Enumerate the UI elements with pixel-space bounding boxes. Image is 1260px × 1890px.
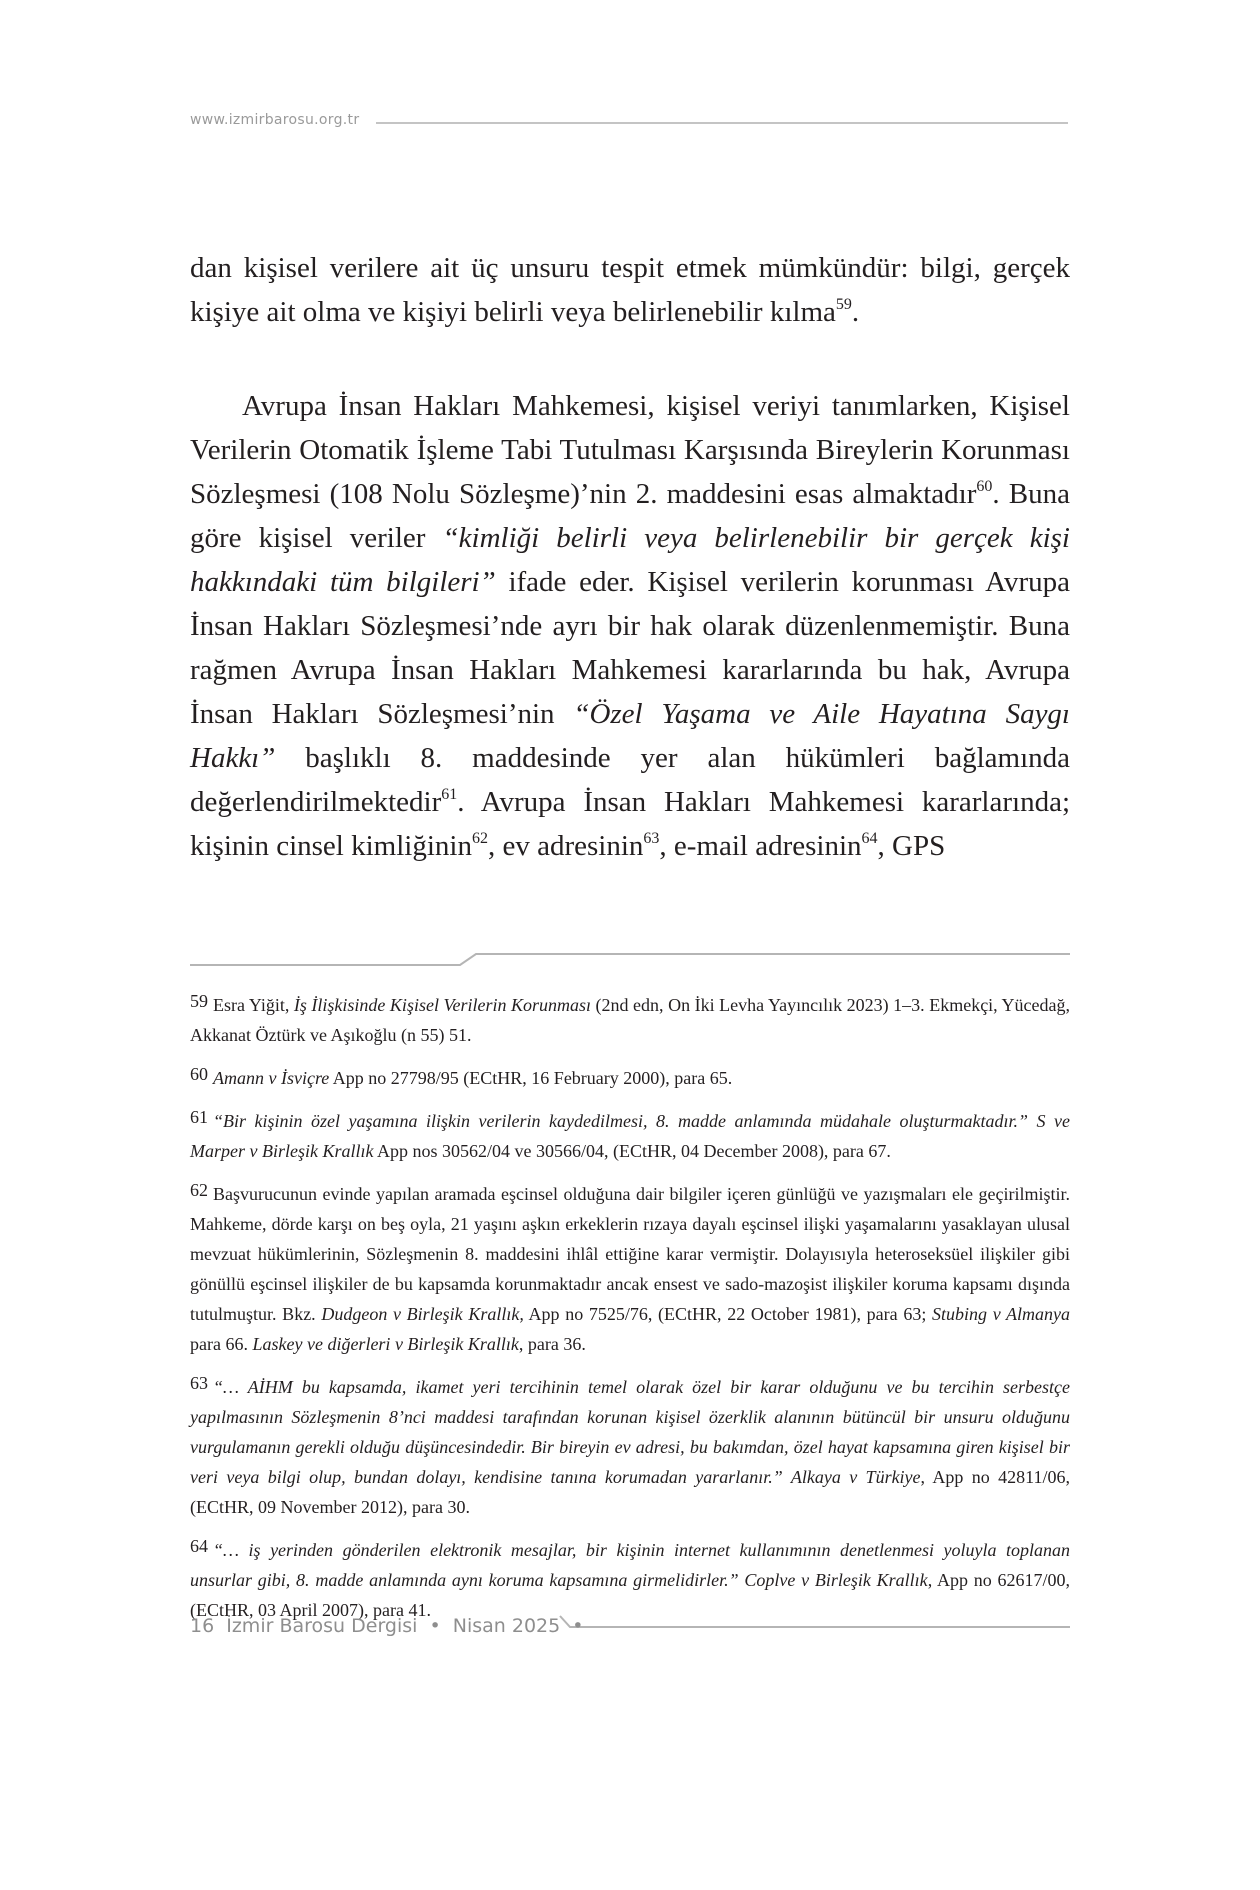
footnotes [190, 986, 1070, 1634]
footnote-59 [190, 986, 1070, 1050]
footnote-text: para 66. [190, 1334, 253, 1354]
footnote-italic: Laskey ve diğerleri v Birleşik Krallık [252, 1334, 519, 1354]
footnote-ref-62[interactable]: 62 [471, 830, 488, 847]
page-footer [190, 1615, 1070, 1645]
paragraph-2 [190, 384, 1070, 868]
page-number: 16 [190, 1615, 215, 1637]
footnote-italic: “Bir kişinin özel yaşamına ilişkin verilerin kaydedilmesi, 8. madde anlamında müdahale oluşturmaktadır.” S ve Marper v Birleşik Krallık [190, 1111, 1070, 1161]
issue-date: Nisan 2025 [452, 1615, 561, 1637]
footnote-italic: Amann v İsviçre [213, 1068, 330, 1088]
footnote-number: 60 [190, 1064, 208, 1084]
p2-text-8: , GPS [877, 830, 946, 862]
footnote-text: , para 36. [518, 1334, 586, 1354]
footnote-ref-61[interactable]: 61 [441, 786, 458, 803]
paragraph-1-text: dan kişisel verilere ait üç unsuru tespit etmek mümkündür: bilgi, gerçek kişiye ait olma ve kişiyi belirli veya belirlenebilir kılma [190, 252, 1070, 328]
footnote-italic: Dudgeon v Birleşik Krallık, [321, 1304, 524, 1324]
p2-text-5: . Avrupa İnsan Hakları Mahkemesi kararlarında; kişinin cinsel kimliğinin [190, 786, 1070, 862]
footnote-text: App no 7525/76, (ECtHR, 22 October 1981), para 63; [523, 1304, 933, 1324]
footnote-64 [190, 1531, 1070, 1625]
header-rule [376, 122, 1068, 124]
footnote-text: (2nd edn, On İki Levha Yayıncılık 2023) 1–3. Ekmekçi, Yücedağ, Akkanat Öztürk ve Aşıkoğlu (n 55) 51. [190, 995, 1071, 1045]
p2-text-2: . Buna göre kişisel veriler [190, 478, 1070, 554]
footer-bullet: • [572, 1615, 584, 1637]
footnote-number: 61 [190, 1107, 208, 1127]
footnote-divider [190, 950, 1070, 970]
footer-text [190, 1615, 590, 1637]
paragraph-1 [190, 246, 1070, 334]
journal-name: İzmir Barosu Dergisi [226, 1615, 418, 1637]
footnote-text: App no 27798/95 (ECtHR, 16 February 2000), para 65. [329, 1068, 733, 1088]
p2-text-4: başlıklı 8. maddesinde yer alan hükümleri bağlamında değerlendirilmektedir [190, 742, 1070, 818]
paragraph-1-end: . [851, 296, 860, 328]
footnote-ref-60[interactable]: 60 [976, 478, 993, 495]
footnote-text: , App no 42811/06, (ECtHR, 09 November 2012), para 30. [190, 1467, 1071, 1517]
footnote-number: 63 [190, 1373, 208, 1393]
footer-bullet: • [429, 1615, 441, 1637]
footnote-63 [190, 1368, 1070, 1522]
p2-quote-2: “Özel Yaşama ve Aile Hayatına Saygı Hakkı” [190, 698, 1070, 774]
p2-text-1: Avrupa İnsan Hakları Mahkemesi, kişisel veriyi tanımlarken, Kişisel Verilerin Otomatik İşleme Tabi Tutulması Karşısında Bireylerin Korunması Sözleşmesi (108 Nolu Sözleşme)’nin 2. maddesini esas almaktadır [190, 390, 1070, 510]
p2-text-3: ifade eder. Kişisel verilerin korunması Avrupa İnsan Hakları Sözleşmesi’nde ayrı bir hak olarak düzenlenmemiştir. Buna rağmen Avrupa İnsan Hakları Mahkemesi kararlarında bu hak, Avrupa İnsan Hakları Sözleşmesi’nin [190, 566, 1070, 730]
footnote-text: , App no 62617/00, (ECtHR, 03 April 2007), para 41. [190, 1570, 1070, 1620]
footnote-text: App nos 30562/04 ve 30566/04, (ECtHR, 04 December 2008), para 67. [373, 1141, 891, 1161]
footnote-ref-59[interactable]: 59 [835, 296, 852, 313]
footnote-text: Başvurucunun evinde yapılan aramada eşcinsel olduğuna dair bilgiler içeren günlüğü ve yazışmaları ele geçirilmiştir. Mahkeme, dörde karşı on beş oyla, 21 yaşını aşkın erkeklerin rızaya dayalı eşcinsel ilişki yaşamalarını yasaklayan ulusal mevzuat hükümlerinin, Sözleşmenin 8. maddesini ihlâl ettiğine karar vermiştir. Dolayısıyla heteroseksüel ilişkiler gibi gönüllü eşcinsel ilişkiler de bu kapsamda korunmaktadır ancak ensest ve sado-mazoşist ilişkiler koruma kapsamı dışında tutulmuştur. Bkz. [190, 1184, 1070, 1324]
footnote-italic: “… iş yerinden gönderilen elektronik mesajlar, bir kişinin internet kullanımının denetlenmesi yoluyla toplanan unsurlar gibi, 8. madde anlamında aynı koruma kapsamına girmelidirler.” Coplve v Birleşik Krallık [190, 1540, 1070, 1590]
p2-text-6: , ev adresinin [487, 830, 644, 862]
footnote-italic: “… AİHM bu kapsamda, ikamet yeri tercihinin temel olarak özel bir karar olduğunu ve bu tercihin serbestçe yapılmasının Sözleşmenin 8’nci maddesi tarafından korunan kişisel özerklik alanının bütüncül bir unsuru olduğunu vurgulamanın gerekli olduğu düşüncesindedir. Bir bireyin ev adresi, bu bakımdan, özel hayat kapsamına giren kişisel bir veri veya bilgi olup, bundan dolayı, kendisine tanına korumadan yararlanır.” Alkaya v Türkiye [190, 1377, 1070, 1487]
footnote-61 [190, 1102, 1070, 1166]
header-url[interactable]: www.izmirbarosu.org.tr [190, 112, 360, 128]
footnote-number: 62 [190, 1180, 208, 1200]
footnote-number: 64 [190, 1536, 208, 1556]
footnote-number: 59 [190, 991, 208, 1011]
p2-quote-1: “kimliği belirli veya belirlenebilir bir gerçek kişi hakkındaki tüm bilgileri” [190, 522, 1070, 598]
footnote-60 [190, 1059, 1070, 1093]
p2-text-7: , e-mail adresinin [659, 830, 862, 862]
footnote-ref-64[interactable]: 64 [861, 830, 878, 847]
footnote-italic: İş İlişkisinde Kişisel Verilerin Korunması [293, 995, 591, 1015]
footnote-text: Esra Yiğit, [213, 995, 294, 1015]
footnote-ref-63[interactable]: 63 [643, 830, 660, 847]
main-text [190, 246, 1070, 868]
footnote-62 [190, 1175, 1070, 1359]
footnote-italic: Stubing v Almanya [932, 1304, 1071, 1324]
